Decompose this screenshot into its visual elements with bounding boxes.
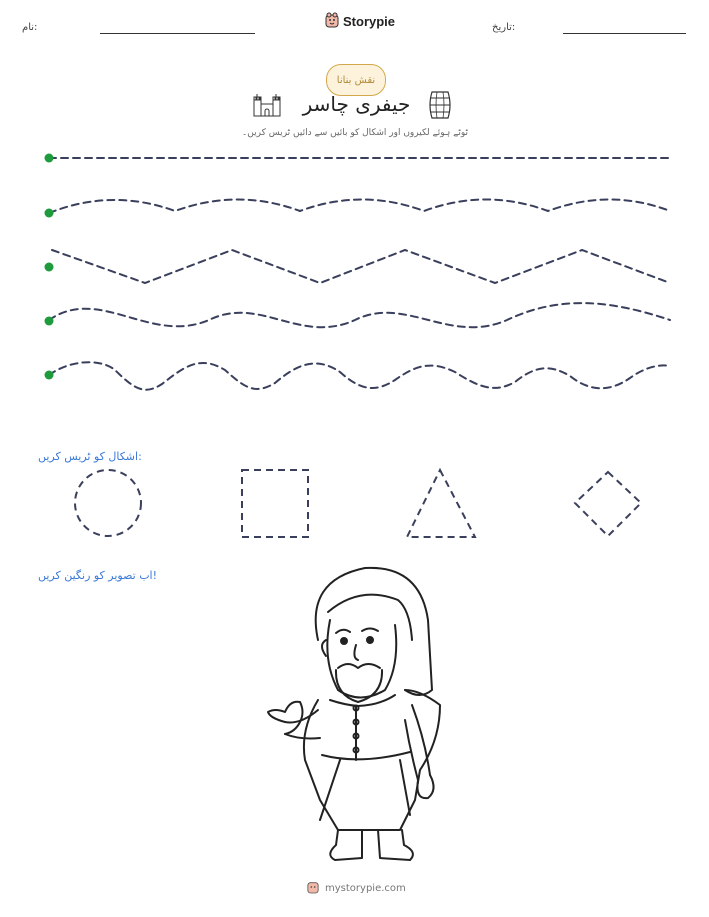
shapes-heading: اشکال کو ٹریس کریں: bbox=[38, 450, 142, 463]
footer-url[interactable]: mystorypie.com bbox=[325, 883, 406, 894]
storypie-footer-icon bbox=[307, 880, 319, 897]
page-title: جیفری چاسر bbox=[302, 92, 411, 116]
footer bbox=[307, 880, 406, 897]
activity-badge: نقش بنانا bbox=[326, 64, 386, 96]
date-label: تاریخ: bbox=[492, 22, 516, 33]
color-heading: اب تصویر کو رنگین کریں! bbox=[38, 569, 158, 582]
instructions: ٹوٹے ہوئے لکیروں اور اشکال کو بائیں سے دائیں ٹریس کریں۔ bbox=[241, 128, 469, 138]
brand-name: Storypie bbox=[343, 14, 396, 29]
name-label: نام: bbox=[22, 22, 38, 33]
